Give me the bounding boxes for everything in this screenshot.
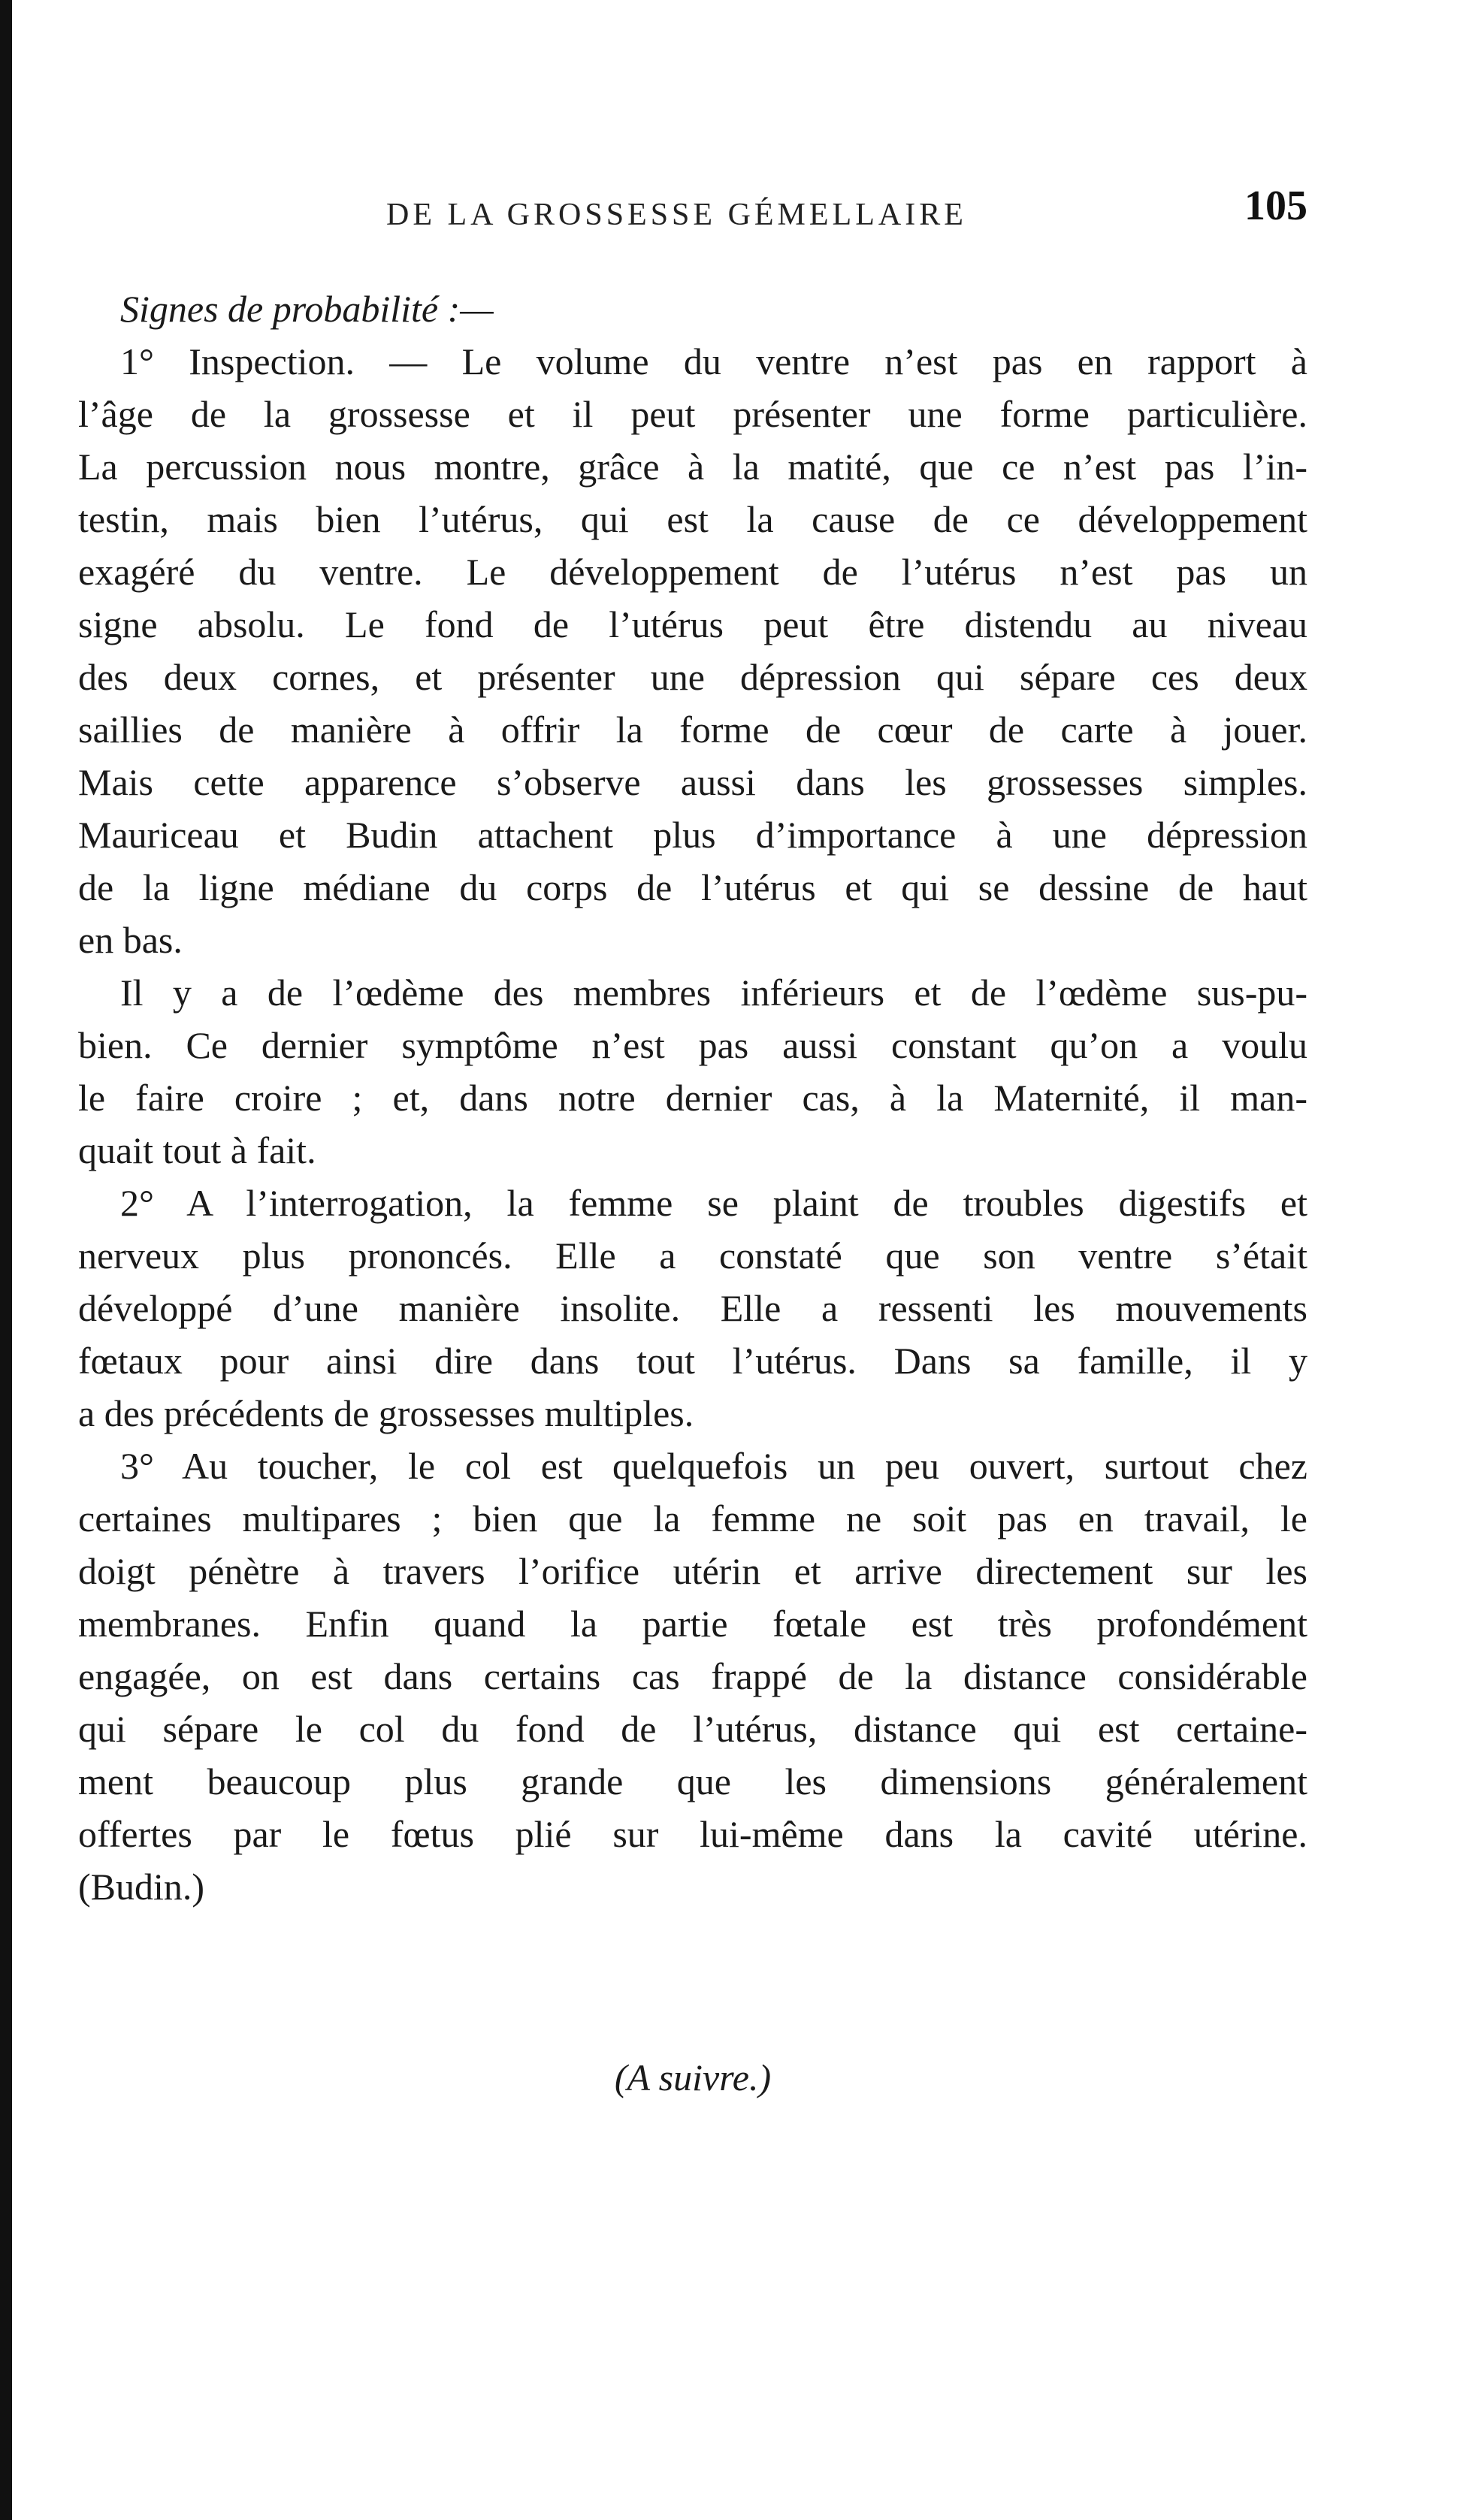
- text-line: 3° Au toucher, le col est quelquefois un peu ouvert, surtout chez: [120, 1445, 1307, 1487]
- page-header: [78, 174, 1307, 242]
- text-line: certaines multipares ; bien que la femme ne soit pas en travail, le: [78, 1497, 1307, 1539]
- text-line: saillies de manière à offrir la forme de cœur de carte à jouer.: [78, 709, 1307, 751]
- text-line: développé d’une manière insolite. Elle a ressenti les mouvements: [78, 1287, 1307, 1329]
- text-line: testin, mais bien l’utérus, qui est la cause de ce développement: [78, 498, 1307, 540]
- text-line: engagée, on est dans certains cas frappé de la distance considérable: [78, 1655, 1307, 1697]
- closing-note: (A suivre.): [614, 2056, 772, 2098]
- running-title: DE LA GROSSESSE GÉMELLAIRE: [386, 198, 967, 232]
- body-text: [78, 283, 1307, 1913]
- text-line: Mauriceau et Budin attachent plus d’importance à une dépression: [78, 814, 1307, 856]
- page-number: 105: [1244, 183, 1307, 229]
- text-line: membranes. Enfin quand la partie fœtale est très profondément: [78, 1603, 1307, 1645]
- book-spine-edge: [0, 0, 12, 2520]
- text-line: fœtaux pour ainsi dire dans tout l’utérus. Dans sa famille, il y: [78, 1340, 1307, 1382]
- text-line: Il y a de l’œdème des membres inférieurs et de l’œdème sus-pu-: [120, 971, 1307, 1014]
- text-line: offertes par le fœtus plié sur lui-même dans la cavité utérine.: [78, 1813, 1307, 1855]
- text-line: de la ligne médiane du corps de l’utérus et qui se dessine de haut: [78, 866, 1307, 908]
- text-line: en bas.: [78, 919, 183, 961]
- section-heading: Signes de probabilité :—: [120, 288, 494, 330]
- text-line: ment beaucoup plus grande que les dimensions généralement: [78, 1760, 1307, 1802]
- text-line: signe absolu. Le fond de l’utérus peut être distendu au niveau: [78, 603, 1307, 645]
- text-line: Mais cette apparence s’observe aussi dans les grossesses simples.: [78, 761, 1307, 803]
- text-line: (Budin.): [78, 1866, 205, 1908]
- text-line: 2° A l’interrogation, la femme se plaint de troubles digestifs et: [120, 1182, 1307, 1224]
- text-line: 1° Inspection. — Le volume du ventre n’est pas en rapport à: [120, 340, 1307, 382]
- text-line: des deux cornes, et présenter une dépression qui sépare ces deux: [78, 656, 1307, 698]
- text-line: bien. Ce dernier symptôme n’est pas aussi constant qu’on a voulu: [78, 1024, 1307, 1066]
- text-line: doigt pénètre à travers l’orifice utérin et arrive directement sur les: [78, 1550, 1307, 1592]
- text-line: quait tout à fait.: [78, 1129, 316, 1171]
- text-line: exagéré du ventre. Le développement de l’utérus n’est pas un: [78, 551, 1307, 593]
- text-line: le faire croire ; et, dans notre dernier cas, à la Maternité, il man-: [78, 1077, 1307, 1119]
- text-line: l’âge de la grossesse et il peut présenter une forme particulière.: [78, 393, 1307, 435]
- text-line: La percussion nous montre, grâce à la matité, que ce n’est pas l’in-: [78, 446, 1307, 488]
- text-line: a des précédents de grossesses multiples.: [78, 1392, 694, 1434]
- text-line: nerveux plus prononcés. Elle a constaté que son ventre s’était: [78, 1234, 1307, 1277]
- text-line: qui sépare le col du fond de l’utérus, distance qui est certaine-: [78, 1708, 1307, 1750]
